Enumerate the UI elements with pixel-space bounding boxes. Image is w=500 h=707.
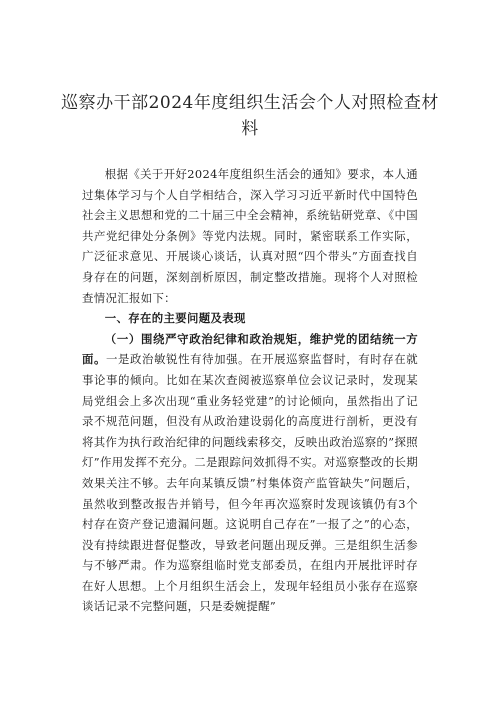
document-title: 巡察办干部2024年度组织生活会个人对照检查材料 xyxy=(61,93,439,139)
subsection-body: 一是政治敏锐性有待加强。在开展巡察监督时，有时存在就事论事的倾向。比如在某次查阅被巡察单位会议记录时，发现某局党组会上多次出现“重业务轻党建”的讨论倾向，虽然指出了记录不规范问题，但没有从政治建设弱化的高度进行剖析，更没有将其作为执行政治纪律的问题线索移交，反映出政治巡察的”探照灯”作用发挥不充分。二是跟踪问效抓得不实。对巡察整改的长期效果关注不够。去年向某镇反馈”村集体资产监管缺失”问题后，虽然收到整改报告并销号，但今年再次巡察时发现该镇仍有3个村存在资产登记遗漏问题。这说明自己存在”一报了之”的心态，没有持续跟进督促整改，导致老问题出现反弹。三是组织生活参与不够严肃。作为巡察组临时党支部委员，在组内开展批评时存在好人思想。上个月组织生活会上，发现年轻组员小张存在巡察谈话记录不完整问题，只是委婉提醒” xyxy=(82,352,419,614)
subsection-heading: （一）围绕严守政治纪律和政治规矩，维护党的团结统一方面。 xyxy=(82,331,418,367)
document-body xyxy=(82,164,418,617)
section-heading: 一、存在的主要问题及表现 xyxy=(104,311,246,326)
subsection-paragraph xyxy=(82,329,418,617)
intro-paragraph: 根据《关于开好2024年度组织生活会的通知》要求，本人通过集体学习与个人自学相结合，深入学习习近平新时代中国特色社会主义思想和党的二十届三中全会精神，系统钻研党章、《中国共产党纪律处分条例》等党内法规。同时，紧密联系工作实际，广泛征求意见、开展谈心谈话，认真对照“四个带头”方面查找自身存在的问题，深刻剖析原因，制定整改措施。现将个人对照检查情况汇报如下： xyxy=(82,167,418,305)
